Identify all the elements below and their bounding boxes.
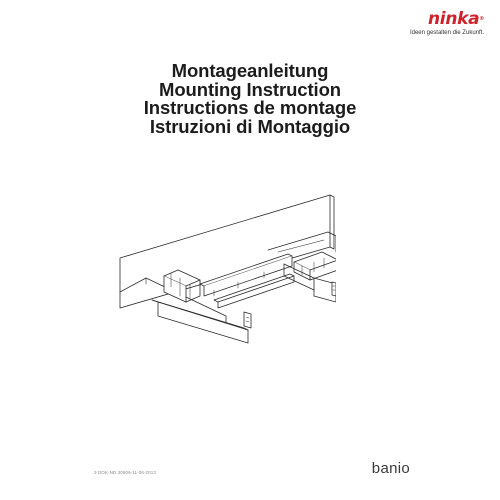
brand-tagline: Ideen gestalten die Zukunft. xyxy=(409,30,484,36)
document-code: 3 DOK-ND 30906-11-06-2013 xyxy=(94,470,156,475)
title-german: Montageanleitung xyxy=(171,60,329,81)
left-runner-bracket xyxy=(244,312,251,328)
drawer-organizer-assembly-drawing xyxy=(118,192,336,344)
back-panel xyxy=(120,195,330,308)
product-name: banio xyxy=(371,460,410,477)
brand-logo-wordmark xyxy=(428,10,484,28)
brand-logo xyxy=(410,10,484,37)
title-italian: Istruzioni di Montaggio xyxy=(149,115,351,137)
brand-name: ninka xyxy=(427,9,480,29)
title-french: Instructions de montage xyxy=(143,97,357,119)
title-block xyxy=(0,62,500,136)
title-english: Mounting Instruction xyxy=(159,78,341,100)
left-drawer-front xyxy=(158,302,248,343)
registered-mark: ® xyxy=(479,16,484,22)
